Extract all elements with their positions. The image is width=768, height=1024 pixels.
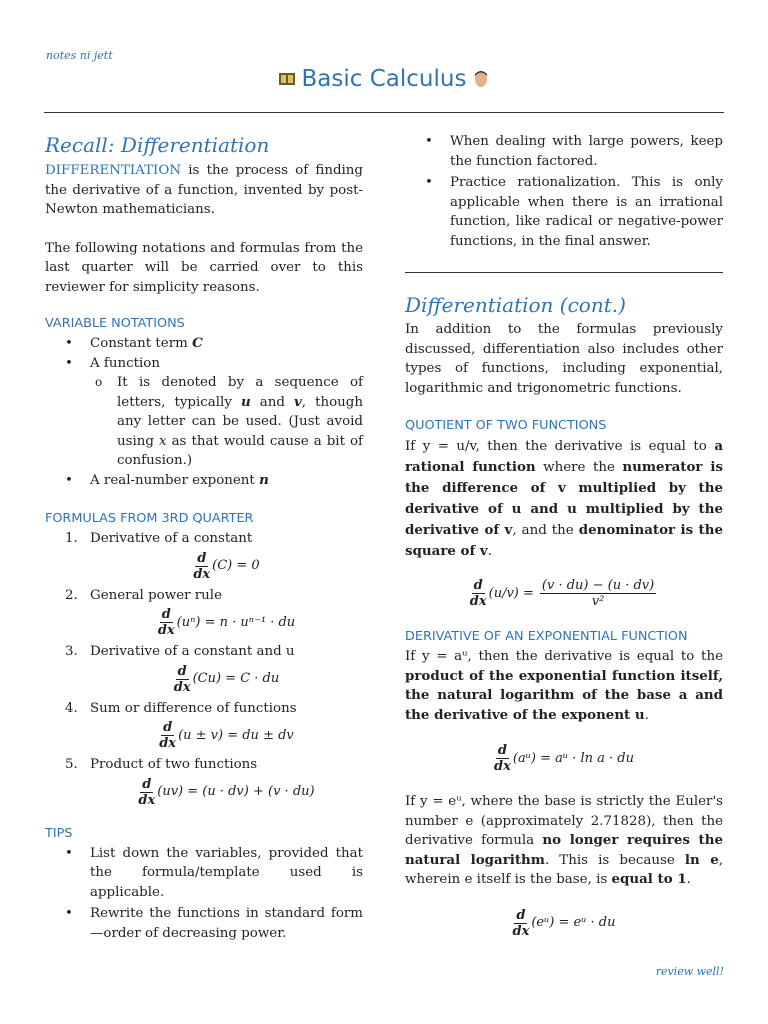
formula-label: Derivative of a constant [90,531,253,546]
quotient-formula: $\frac{d}{dx}$ (u/v) = $\frac{(v \cdot du) - (u \cdot dv)}{\text{v²}}$ [469,578,655,609]
formula-number: 2. [65,587,78,603]
formula-number: 5. [65,757,78,772]
formula-number: 4. [65,700,78,716]
header-note: notes ni jett [46,49,113,62]
cont-intro: In addition to the formulas previously discussed, differentiation also includes other types of functions, including exponential, logarithmic and trigonometric functions. [405,322,723,396]
list-item: • Constant term C [45,334,363,354]
film-icon [278,70,296,88]
intro-paragraph [45,161,363,220]
euler-formula: $\frac{d}{dx}$ (eᵘ) = eᵘ · du [512,907,616,939]
page-title [0,64,768,94]
tip-item: • When dealing with large powers, keep the function factored. [405,132,723,171]
face-icon [472,70,490,88]
euler-paragraph: If y = eᵘ, where the base is strictly the Euler's number e (approximately 2.71828), then the derivative formula no longer requires the natural logarithm. This is because ln e, wherein e itself is the base, is equal to 1. [405,794,723,887]
formula-number: 3. [65,644,78,659]
formula-number: 1. [65,531,78,546]
left-heading: Recall: Differentiation [45,133,270,157]
left-column [45,132,363,943]
footer-note: review well! [655,965,724,978]
tips-heading: TIPS [45,825,73,841]
formula-expression: $\frac{d}{dx}$ (C) = 0 [193,550,260,582]
section-divider [405,272,723,273]
formula-item [45,529,363,582]
formula-item [45,699,363,752]
formula-expression: $\frac{d}{dx}$ (Cu) = C · du [173,663,280,695]
intro-rest: is the process of finding the derivative of a function, invented by post-Newton mathematicians. [45,163,363,217]
list-item: o It is denoted by a sequence of letters, typically u and v, though any letter can be used. (Just avoid using x as that would cause a bit of confusion.) [45,373,363,471]
formula-expression: $\frac{d}{dx}$ (uv) = (u · dv) + (v · du) [138,776,315,808]
tips-list [45,844,363,944]
formula-label: Derivative of a constant and u [90,644,295,659]
intro-term: DIFFERENTIATION [45,163,182,178]
right-heading: Differentiation (cont.) [405,293,626,317]
carryover-paragraph: The following notations and formulas from the last quarter will be carried over to this reviewer for simplicity reasons. [45,240,363,295]
quotient-paragraph: If y = u/v, then the derivative is equal to a rational function where the numerator is the difference of v multiplied by the derivative of u and u multiplied by the derivative of v, and the denominator is the square of v. [405,438,723,559]
exp-formula: $\frac{d}{dx}$ (aᵘ) = aᵘ · ln a · du [494,743,634,774]
formula-list [45,529,363,808]
formula-expression: $\frac{d}{dx}$ (uⁿ) = n · uⁿ⁻¹ · du [157,607,296,638]
tips-list-cont [405,132,723,251]
title-text: Basic Calculus [301,66,467,92]
tip-item: • Practice rationalization. This is only applicable when there is an irrational function, like radical or negative-power functions, in the final answer. [405,173,723,251]
tip-item: • List down the variables, provided that the formula/template used is applicable. [45,844,363,903]
tip-item: • Rewrite the functions in standard form—order of decreasing power. [45,904,363,943]
list-item: • A function [45,354,363,374]
formula-label: General power rule [90,587,223,603]
formula-item [45,586,363,639]
formula-item [45,642,363,695]
exp-paragraph: If y = aᵘ, then the derivative is equal to the product of the exponential function itself, the natural logarithm of the base a and the derivative of the exponent u. [405,649,723,723]
variable-list [45,334,363,490]
variable-heading: VARIABLE NOTATIONS [45,316,185,331]
formula-item [45,755,363,808]
exp-heading: DERIVATIVE OF AN EXPONENTIAL FUNCTION [405,629,688,644]
formula-label: Product of two functions [90,757,258,772]
formulas-heading: FORMULAS FROM 3RD QUARTER [45,511,254,526]
formula-expression: $\frac{d}{dx}$ (u ± v) = du ± dv [159,720,294,751]
quotient-heading: QUOTIENT OF TWO FUNCTIONS [405,418,607,433]
top-divider [44,112,724,113]
right-column [405,132,723,943]
formula-label: Sum or difference of functions [90,700,297,716]
list-item: • A real-number exponent n [45,471,363,491]
